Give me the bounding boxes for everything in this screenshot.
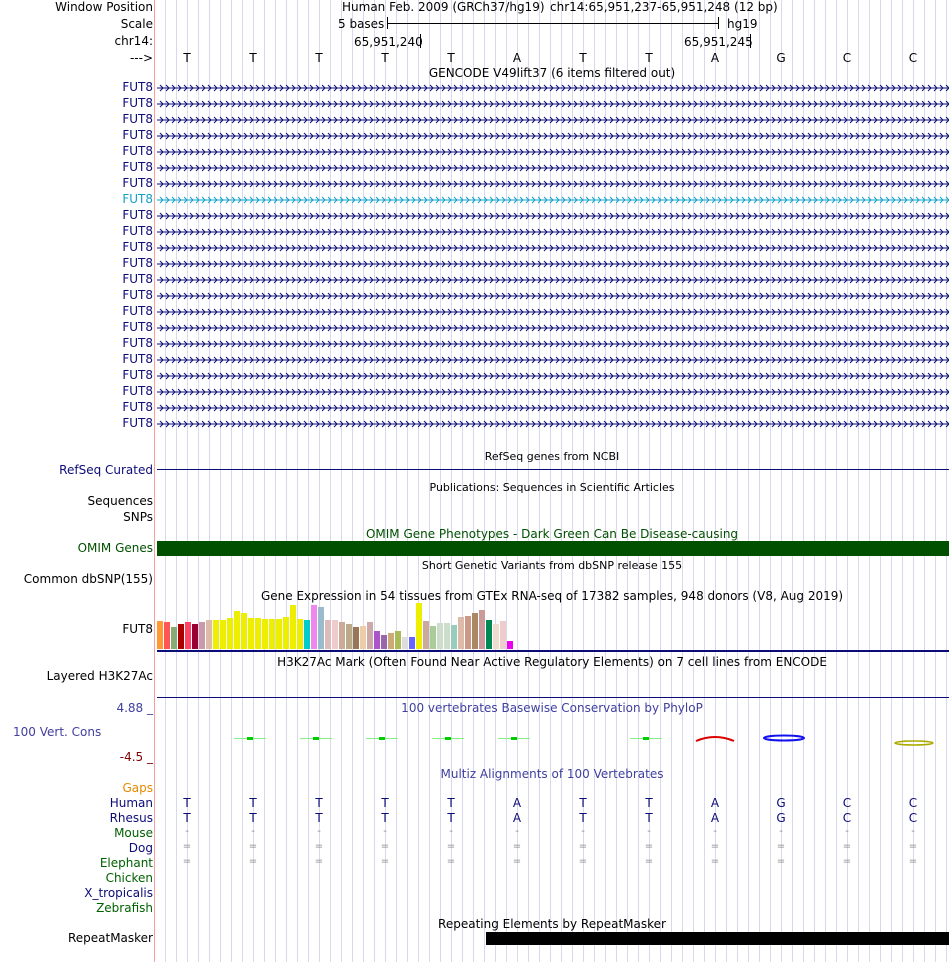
phylop-score-point <box>643 737 649 740</box>
omim-label[interactable]: OMIM Genes <box>77 541 153 555</box>
gencode-item-label[interactable]: FUT8 <box>122 160 153 174</box>
alignment-base: = <box>710 856 720 867</box>
alignment-base: T <box>315 811 323 825</box>
grid-line <box>748 0 749 962</box>
gaps-label[interactable]: Gaps <box>122 781 153 795</box>
alignment-base: - <box>449 826 453 837</box>
grid-line <box>275 0 276 962</box>
alignment-base: = <box>314 841 324 852</box>
alignment-base: G <box>776 811 786 825</box>
sequence-base: C <box>908 51 918 65</box>
grid-line <box>264 0 265 962</box>
gencode-item-label[interactable]: FUT8 <box>122 112 153 126</box>
gencode-transcript[interactable] <box>157 387 949 397</box>
phylop-score-point <box>313 737 319 740</box>
phylop-score-point <box>247 737 253 740</box>
alignment-base: = <box>578 841 588 852</box>
grid-line <box>374 0 375 962</box>
grid-line <box>770 0 771 962</box>
h3k27ac-title: H3K27Ac Mark (Often Found Near Active Regulatory Elements) on 7 cell lines from ENCODE <box>277 655 827 669</box>
sequence-base: A <box>512 51 522 65</box>
grid-line <box>363 0 364 962</box>
alignment-base: T <box>249 811 257 825</box>
gtex-tissue-bar[interactable] <box>178 624 184 649</box>
alignment-base: - <box>317 826 321 837</box>
gtex-title: Gene Expression in 54 tissues from GTEx RNA-seq of 17382 samples, 948 donors (V8, Aug 2019) <box>260 589 844 603</box>
scale-bar-right-tick <box>718 17 719 29</box>
phylop-min: -4.5 _ <box>119 750 153 764</box>
gencode-transcript[interactable] <box>157 275 949 285</box>
gtex-tissue-bar[interactable] <box>241 613 247 649</box>
phylop-olive-mark <box>893 739 935 747</box>
alignment-base: C <box>908 796 918 810</box>
grid-line <box>198 0 199 962</box>
grid-line <box>418 0 419 962</box>
refseq-label[interactable]: RefSeq Curated <box>59 463 153 477</box>
grid-line <box>209 0 210 962</box>
gtex-tissue-bar[interactable] <box>353 627 359 649</box>
sequence-base: T <box>381 51 389 65</box>
gtex-tissue-bar[interactable] <box>479 610 485 649</box>
grid-line <box>803 0 804 962</box>
sequence-base: C <box>842 51 852 65</box>
alignment-base: = <box>182 841 192 852</box>
sequence-base: T <box>447 51 455 65</box>
coord-left: 65,951,240 <box>354 35 423 49</box>
alignment-base: = <box>908 841 918 852</box>
publications-title: Publications: Sequences in Scientific Articles <box>429 481 675 494</box>
repeatmasker-title: Repeating Elements by RepeatMasker <box>438 917 666 931</box>
gtex-tissue-bar[interactable] <box>213 620 219 649</box>
dbsnp-label[interactable]: Common dbSNP(155) <box>23 572 153 586</box>
alignment-base: - <box>911 826 915 837</box>
gtex-tissue-bar[interactable] <box>451 625 457 649</box>
alignment-base: - <box>185 826 189 837</box>
h3k27ac-label[interactable]: Layered H3K27Ac <box>46 669 153 683</box>
gtex-label[interactable]: FUT8 <box>122 622 153 636</box>
alignment-base: = <box>842 841 852 852</box>
gencode-transcript[interactable] <box>157 339 949 349</box>
gtex-tissue-bar[interactable] <box>304 620 310 649</box>
gtex-tissue-bar[interactable] <box>255 618 261 649</box>
gtex-tissue-bar[interactable] <box>367 622 373 649</box>
gtex-tissue-bar[interactable] <box>262 619 268 649</box>
alignment-base: T <box>381 811 389 825</box>
gencode-item-label[interactable]: FUT8 <box>122 192 153 206</box>
label-divider <box>154 0 155 962</box>
phylop-blue-mark <box>762 734 806 742</box>
grid-line <box>858 0 859 962</box>
gtex-tissue-bar[interactable] <box>283 617 289 649</box>
gencode-transcript[interactable] <box>157 355 949 365</box>
grid-line <box>792 0 793 962</box>
gtex-tissue-bar[interactable] <box>220 620 226 649</box>
gtex-tissue-bar[interactable] <box>171 627 177 649</box>
species-label[interactable]: Chicken <box>105 871 153 885</box>
gtex-tissue-bar[interactable] <box>332 620 338 649</box>
grid-line <box>286 0 287 962</box>
gtex-tissue-bar[interactable] <box>486 620 492 649</box>
gencode-item-label[interactable]: FUT8 <box>122 384 153 398</box>
alignment-base: - <box>647 826 651 837</box>
chr-label: chr14: <box>114 34 153 48</box>
alignment-base: = <box>578 856 588 867</box>
h3k27ac-baseline <box>157 697 949 698</box>
alignment-base: T <box>447 796 455 810</box>
alignment-base: - <box>383 826 387 837</box>
gtex-tissue-bar[interactable] <box>444 623 450 649</box>
grid-line <box>704 0 705 962</box>
gencode-transcript[interactable] <box>157 371 949 381</box>
gencode-transcript[interactable] <box>157 419 949 429</box>
gencode-item-label[interactable]: FUT8 <box>122 256 153 270</box>
gencode-transcript[interactable] <box>157 195 949 205</box>
gtex-tissue-bar[interactable] <box>339 622 345 649</box>
alignment-base: - <box>845 826 849 837</box>
gtex-tissue-bar[interactable] <box>276 619 282 649</box>
gencode-item-label[interactable]: FUT8 <box>122 224 153 238</box>
gtex-tissue-bar[interactable] <box>311 605 317 649</box>
gtex-tissue-bar[interactable] <box>227 618 233 649</box>
dbsnp-title: Short Genetic Variants from dbSNP release 155 <box>421 559 683 572</box>
gencode-item-label[interactable]: FUT8 <box>122 96 153 110</box>
gencode-transcript[interactable] <box>157 211 949 221</box>
gtex-tissue-bar[interactable] <box>493 624 499 649</box>
alignment-base: = <box>908 856 918 867</box>
coord-right: 65,951,245 <box>684 35 753 49</box>
gencode-transcript[interactable] <box>157 243 949 253</box>
omim-title: OMIM Gene Phenotypes - Dark Green Can Be Disease-causing <box>365 527 739 541</box>
grid-line <box>693 0 694 962</box>
gencode-item-label[interactable]: FUT8 <box>122 144 153 158</box>
grid-line <box>891 0 892 962</box>
gtex-baseline <box>157 650 949 652</box>
gencode-title: GENCODE V49lift37 (6 items filtered out) <box>428 66 676 80</box>
grid-line <box>902 0 903 962</box>
gencode-transcript[interactable] <box>157 115 949 125</box>
repeatmasker-label[interactable]: RepeatMasker <box>67 931 153 945</box>
gtex-tissue-bar[interactable] <box>507 641 513 649</box>
gencode-item-label[interactable]: FUT8 <box>122 176 153 190</box>
refseq-line[interactable] <box>157 469 949 470</box>
alignment-base: = <box>248 841 258 852</box>
alignment-base: T <box>315 796 323 810</box>
gtex-tissue-bar[interactable] <box>248 618 254 649</box>
gtex-tissue-bar[interactable] <box>206 620 212 649</box>
alignment-base: C <box>842 811 852 825</box>
gencode-transcript[interactable] <box>157 179 949 189</box>
grid-line <box>814 0 815 962</box>
gencode-item-label[interactable]: FUT8 <box>122 240 153 254</box>
alignment-base: C <box>842 796 852 810</box>
grid-line <box>924 0 925 962</box>
alignment-base: = <box>248 856 258 867</box>
gtex-tissue-bar[interactable] <box>157 621 163 649</box>
phylop-score-point <box>511 737 517 740</box>
alignment-base: A <box>710 796 720 810</box>
gtex-tissue-bar[interactable] <box>290 605 296 649</box>
species-label[interactable]: X_tropicalis <box>84 886 153 900</box>
phylop-label[interactable]: 100 Vert. Cons <box>13 725 102 739</box>
gtex-tissue-bar[interactable] <box>234 611 240 649</box>
species-label[interactable]: Human <box>109 796 153 810</box>
refseq-title: RefSeq genes from NCBI <box>484 450 620 463</box>
sequence-base: T <box>249 51 257 65</box>
grid-line <box>242 0 243 962</box>
grid-line <box>297 0 298 962</box>
phylop-red-mark <box>695 735 735 743</box>
gencode-item-label[interactable]: FUT8 <box>122 272 153 286</box>
grid-line <box>737 0 738 962</box>
gencode-transcript[interactable] <box>157 83 949 93</box>
sequence-base: T <box>645 51 653 65</box>
gtex-tissue-bar[interactable] <box>395 631 401 649</box>
grid-line <box>836 0 837 962</box>
alignment-base: T <box>645 811 653 825</box>
alignment-base: = <box>512 856 522 867</box>
coord-left-tick <box>420 34 421 48</box>
alignment-base: - <box>581 826 585 837</box>
position-text[interactable]: chr14:65,951,237-65,951,248 (12 bp) <box>550 0 778 14</box>
alignment-base: = <box>446 856 456 867</box>
gtex-tissue-bar[interactable] <box>388 633 394 649</box>
alignment-base: T <box>183 796 191 810</box>
gencode-transcript[interactable] <box>157 307 949 317</box>
gtex-tissue-bar[interactable] <box>325 620 331 649</box>
multiz-title: Multiz Alignments of 100 Vertebrates <box>440 767 664 781</box>
gtex-tissue-bar[interactable] <box>199 622 205 649</box>
scale-label: Scale <box>120 17 153 31</box>
species-label[interactable]: Mouse <box>114 826 153 840</box>
alignment-base: = <box>776 856 786 867</box>
publications-label-line1[interactable]: Sequences <box>87 494 153 508</box>
gencode-item-label[interactable]: FUT8 <box>122 320 153 334</box>
gtex-tissue-bar[interactable] <box>416 603 422 649</box>
gtex-tissue-bar[interactable] <box>409 637 415 649</box>
gencode-item-label[interactable]: FUT8 <box>122 368 153 382</box>
grid-line <box>407 0 408 962</box>
sequence-base: A <box>710 51 720 65</box>
gencode-transcript[interactable] <box>157 99 949 109</box>
alignment-base: G <box>776 796 786 810</box>
grid-line <box>869 0 870 962</box>
gtex-tissue-bar[interactable] <box>472 613 478 649</box>
phylop-score-point <box>445 737 451 740</box>
grid-line <box>330 0 331 962</box>
alignment-base: T <box>447 811 455 825</box>
gtex-tissue-bar[interactable] <box>164 622 170 649</box>
strand-arrow-label: ---> <box>129 51 153 65</box>
gencode-item-label[interactable]: FUT8 <box>122 304 153 318</box>
alignment-base: T <box>249 796 257 810</box>
alignment-base: T <box>183 811 191 825</box>
alignment-base: = <box>380 856 390 867</box>
window-position-label: Window Position <box>55 0 153 14</box>
alignment-base: A <box>512 796 522 810</box>
species-label[interactable]: Rhesus <box>109 811 153 825</box>
gencode-transcript[interactable] <box>157 147 949 157</box>
grid-line <box>759 0 760 962</box>
alignment-base: = <box>446 841 456 852</box>
gtex-tissue-bar[interactable] <box>360 626 366 649</box>
gencode-item-label[interactable]: FUT8 <box>122 80 153 94</box>
alignment-base: T <box>579 811 587 825</box>
gencode-item-label[interactable]: FUT8 <box>122 288 153 302</box>
publications-label-line2[interactable]: SNPs <box>123 510 153 524</box>
species-label[interactable]: Dog <box>128 841 153 855</box>
gtex-tissue-bar[interactable] <box>465 616 471 649</box>
gtex-tissue-bar[interactable] <box>437 623 443 649</box>
grid-line <box>165 0 166 962</box>
phylop-score-point <box>379 737 385 740</box>
gencode-transcript[interactable] <box>157 163 949 173</box>
alignment-base: T <box>579 796 587 810</box>
alignment-base: A <box>710 811 720 825</box>
grid-line <box>726 0 727 962</box>
alignment-base: - <box>713 826 717 837</box>
gencode-transcript[interactable] <box>157 227 949 237</box>
sequence-base: T <box>579 51 587 65</box>
omim-gene-bar[interactable] <box>157 541 949 556</box>
alignment-base: T <box>645 796 653 810</box>
grid-line <box>341 0 342 962</box>
gtex-tissue-bar[interactable] <box>423 621 429 649</box>
gtex-tissue-bar[interactable] <box>500 621 506 649</box>
gtex-tissue-bar[interactable] <box>430 626 436 649</box>
alignment-base: - <box>251 826 255 837</box>
coord-right-tick <box>750 34 751 48</box>
repeatmasker-bar[interactable] <box>486 932 949 945</box>
gencode-transcript[interactable] <box>157 131 949 141</box>
gtex-tissue-bar[interactable] <box>269 619 275 649</box>
grid-line <box>682 0 683 962</box>
alignment-base: = <box>644 856 654 867</box>
alignment-base: A <box>512 811 522 825</box>
gtex-tissue-bar[interactable] <box>318 607 324 649</box>
gtex-tissue-bar[interactable] <box>381 635 387 649</box>
grid-line <box>396 0 397 962</box>
gtex-tissue-bar[interactable] <box>346 624 352 649</box>
scale-db-text: hg19 <box>727 17 758 31</box>
grid-line <box>220 0 221 962</box>
alignment-base: = <box>182 856 192 867</box>
alignment-base: = <box>644 841 654 852</box>
grid-line <box>880 0 881 962</box>
sequence-base: T <box>315 51 323 65</box>
alignment-base: = <box>314 856 324 867</box>
alignment-base: T <box>381 796 389 810</box>
gtex-tissue-bar[interactable] <box>185 622 191 649</box>
gencode-transcript[interactable] <box>157 323 949 333</box>
grid-line <box>231 0 232 962</box>
gencode-transcript[interactable] <box>157 259 949 269</box>
species-label[interactable]: Zebrafish <box>96 901 153 915</box>
sequence-base: T <box>183 51 191 65</box>
sequence-base: G <box>776 51 786 65</box>
grid-line <box>825 0 826 962</box>
gtex-tissue-bar[interactable] <box>297 619 303 649</box>
species-label[interactable]: Elephant <box>99 856 153 870</box>
alignment-base: = <box>380 841 390 852</box>
scale-bar-left-tick <box>387 17 388 29</box>
gtex-tissue-bar[interactable] <box>402 637 408 649</box>
grid-line <box>176 0 177 962</box>
phylop-title: 100 vertebrates Basewise Conservation by PhyloP <box>401 701 703 715</box>
grid-line <box>352 0 353 962</box>
gencode-transcript[interactable] <box>157 403 949 413</box>
scale-bar <box>387 23 718 24</box>
gencode-item-label[interactable]: FUT8 <box>122 352 153 366</box>
grid-line <box>935 0 936 962</box>
alignment-base: - <box>515 826 519 837</box>
alignment-base: - <box>779 826 783 837</box>
alignment-base: = <box>710 841 720 852</box>
gtex-bar-chart[interactable] <box>157 603 557 649</box>
alignment-base: = <box>512 841 522 852</box>
gencode-item-label[interactable]: FUT8 <box>122 416 153 430</box>
gencode-item-label[interactable]: FUT8 <box>122 400 153 414</box>
assembly-text: Human Feb. 2009 (GRCh37/hg19) <box>342 0 545 14</box>
alignment-base: = <box>842 856 852 867</box>
phylop-max: 4.88 _ <box>116 701 153 715</box>
gencode-transcript[interactable] <box>157 291 949 301</box>
gtex-tissue-bar[interactable] <box>458 617 464 649</box>
alignment-base: C <box>908 811 918 825</box>
gencode-item-label[interactable]: FUT8 <box>122 208 153 222</box>
gencode-item-label[interactable]: FUT8 <box>122 128 153 142</box>
gtex-tissue-bar[interactable] <box>192 624 198 649</box>
grid-line <box>946 0 947 962</box>
gencode-item-label[interactable]: FUT8 <box>122 336 153 350</box>
grid-line <box>308 0 309 962</box>
gtex-tissue-bar[interactable] <box>374 631 380 649</box>
alignment-base: = <box>776 841 786 852</box>
scale-text: 5 bases <box>338 17 385 31</box>
